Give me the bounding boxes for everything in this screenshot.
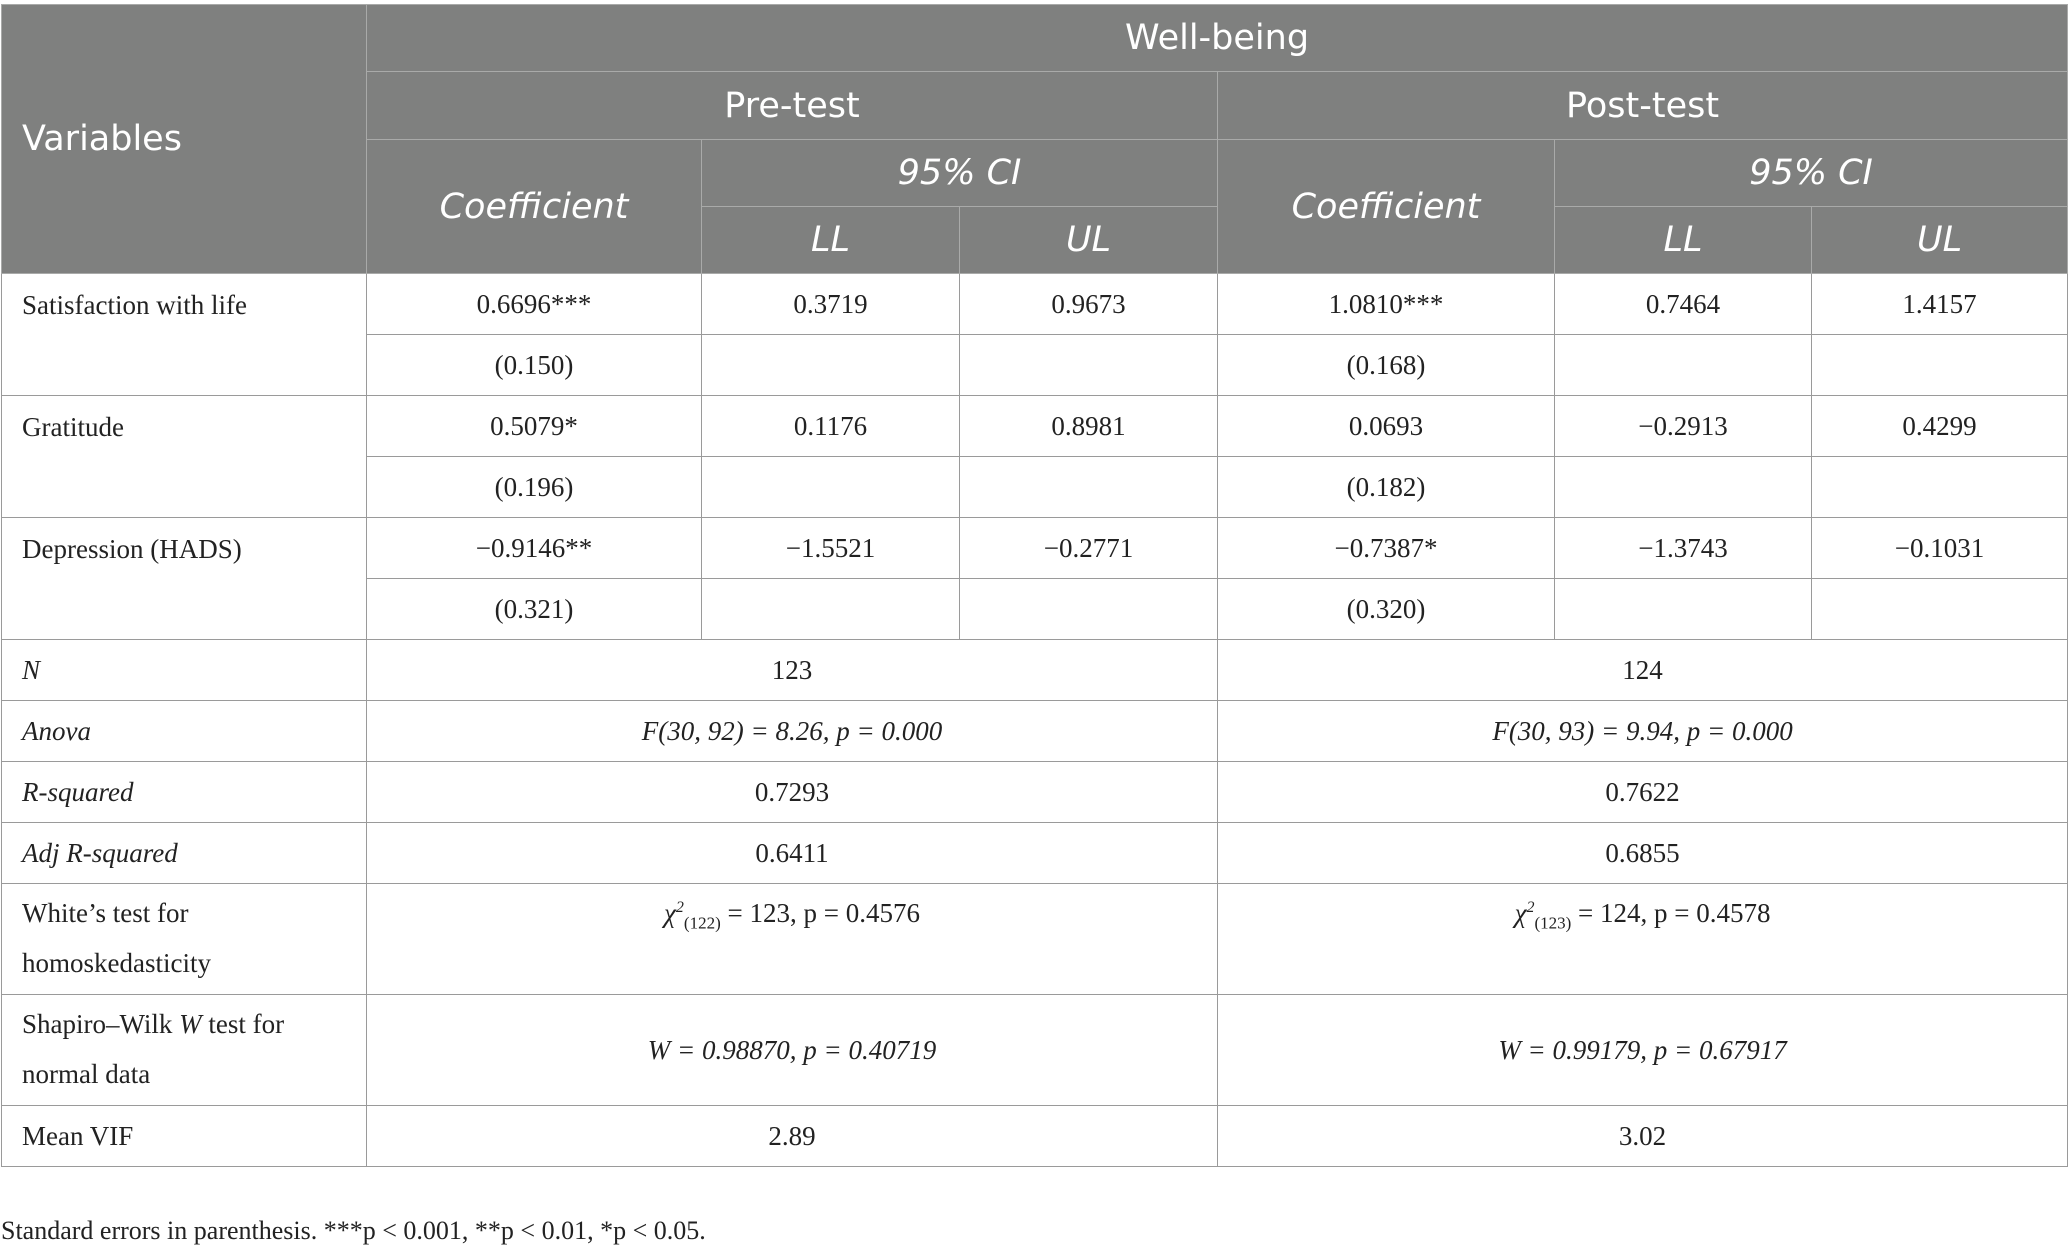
post-adjrsq-value: 0.6855 [1218, 823, 2068, 884]
ll-cell: 0.1176 [702, 396, 960, 457]
ul-cell: 0.9673 [960, 274, 1218, 335]
white-label: White’s test for homoskedasticity [2, 884, 367, 995]
coef-cell: −0.9146** [367, 518, 702, 579]
table-row [2, 274, 2068, 335]
se-cell: (0.182) [1218, 457, 1555, 518]
ll-cell: −0.2913 [1555, 396, 1812, 457]
coef-cell: 0.6696*** [367, 274, 702, 335]
se-cell: (0.320) [1218, 579, 1555, 640]
chi-subscript: (122) [683, 913, 721, 933]
chi-subscript: (123) [1534, 913, 1572, 933]
coef-cell: −0.7387* [1218, 518, 1555, 579]
empty-cell [960, 579, 1218, 640]
row-label: Depression (HADS) [2, 518, 367, 640]
white-pre-rest: = 123, p = 0.4576 [720, 898, 920, 928]
empty-cell [1812, 579, 2068, 640]
post-coefficient-header: Coefficient [1218, 140, 1555, 274]
shapiro-label [2, 995, 367, 1106]
shapiro-label-a: Shapiro–Wilk [22, 1009, 180, 1039]
post-test-header: Post-test [1218, 72, 2068, 140]
empty-cell [960, 335, 1218, 396]
rsq-label: R-squared [2, 762, 367, 823]
post-ul-header: UL [1812, 207, 2068, 274]
stats-row [2, 640, 2068, 701]
empty-cell [1555, 335, 1812, 396]
stats-row [2, 995, 2068, 1106]
pre-test-header: Pre-test [367, 72, 1218, 140]
pre-n-value: 123 [367, 640, 1218, 701]
well-being-header: Well-being [367, 5, 2068, 72]
post-n-value: 124 [1218, 640, 2068, 701]
se-cell: (0.168) [1218, 335, 1555, 396]
coef-cell: 0.5079* [367, 396, 702, 457]
variables-header: Variables [2, 5, 367, 274]
empty-cell [1812, 335, 2068, 396]
table-footnote: Standard errors in parenthesis. ***p < 0.001, **p < 0.01, *p < 0.05. [1, 1216, 706, 1245]
stats-row [2, 823, 2068, 884]
table-row [2, 518, 2068, 579]
ul-cell: −0.2771 [960, 518, 1218, 579]
chi-superscript: 2 [675, 899, 684, 916]
pre-ul-header: UL [960, 207, 1218, 274]
shapiro-label-w: W [179, 1009, 202, 1039]
ul-cell: −0.1031 [1812, 518, 2068, 579]
empty-cell [960, 457, 1218, 518]
empty-cell [702, 457, 960, 518]
se-cell: (0.321) [367, 579, 702, 640]
white-post-rest: = 124, p = 0.4578 [1571, 898, 1771, 928]
shapiro-label-b: test for normal data [22, 1009, 285, 1089]
stats-row [2, 762, 2068, 823]
empty-cell [702, 335, 960, 396]
stats-row [2, 701, 2068, 762]
pre-rsq-value: 0.7293 [367, 762, 1218, 823]
pre-vif-value: 2.89 [367, 1106, 1218, 1167]
post-shapiro-value: W = 0.99179, p = 0.67917 [1218, 995, 2068, 1106]
pre-adjrsq-value: 0.6411 [367, 823, 1218, 884]
post-anova-value: F(30, 93) = 9.94, p = 0.000 [1218, 701, 2068, 762]
empty-cell [1555, 457, 1812, 518]
pre-coefficient-header: Coefficient [367, 140, 702, 274]
anova-label: Anova [2, 701, 367, 762]
empty-cell [1555, 579, 1812, 640]
vif-label: Mean VIF [2, 1106, 367, 1167]
se-cell: (0.150) [367, 335, 702, 396]
ll-cell: −1.5521 [702, 518, 960, 579]
table-wrapper [0, 4, 2068, 1167]
n-label: N [2, 640, 367, 701]
chi-symbol: χ [1514, 898, 1527, 928]
pre-white-value [367, 884, 1218, 995]
post-ci-header: 95% CI [1555, 140, 2068, 207]
pre-ci-header: 95% CI [702, 140, 1218, 207]
empty-cell [1812, 457, 2068, 518]
coef-cell: 0.0693 [1218, 396, 1555, 457]
pre-shapiro-value: W = 0.98870, p = 0.40719 [367, 995, 1218, 1106]
coef-cell: 1.0810*** [1218, 274, 1555, 335]
regression-table [1, 4, 2068, 1167]
adjrsq-label: Adj R-squared [2, 823, 367, 884]
row-label: Satisfaction with life [2, 274, 367, 396]
stats-row [2, 884, 2068, 995]
stats-row [2, 1106, 2068, 1167]
chi-symbol: χ [664, 898, 676, 928]
post-ll-header: LL [1555, 207, 1812, 274]
post-white-value [1218, 884, 2068, 995]
pre-ll-header: LL [702, 207, 960, 274]
chi-superscript: 2 [1526, 899, 1535, 916]
ll-cell: −1.3743 [1555, 518, 1812, 579]
row-label: Gratitude [2, 396, 367, 518]
table-row [2, 396, 2068, 457]
ll-cell: 0.7464 [1555, 274, 1812, 335]
ul-cell: 1.4157 [1812, 274, 2068, 335]
ll-cell: 0.3719 [702, 274, 960, 335]
ul-cell: 0.4299 [1812, 396, 2068, 457]
se-cell: (0.196) [367, 457, 702, 518]
empty-cell [702, 579, 960, 640]
pre-anova-value: F(30, 92) = 8.26, p = 0.000 [367, 701, 1218, 762]
post-vif-value: 3.02 [1218, 1106, 2068, 1167]
ul-cell: 0.8981 [960, 396, 1218, 457]
post-rsq-value: 0.7622 [1218, 762, 2068, 823]
